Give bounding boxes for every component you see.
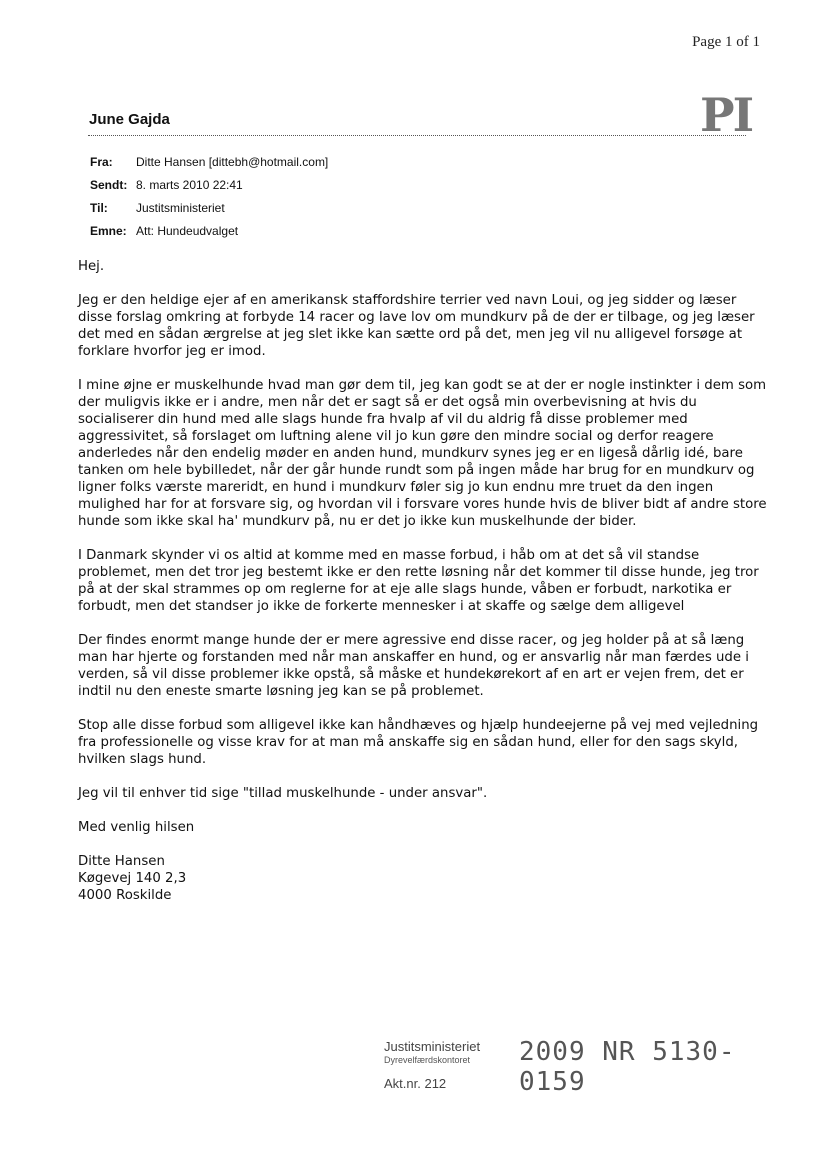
body-paragraph: Jeg er den heldige ejer af en amerikansk staffordshire terrier ved navn Loui, og jeg sidder og læser disse forslag omkring at forbyde 14 racer og lave lov om mundkurv på de der er tilbage, og jeg læser det med en sådan ærgrelse at jeg slet ikke kan sætte ord på det, men jeg vil nu alligevel forsøge at forklare hvorfor jeg er imod. [78,293,755,359]
page-number: Page 1 of 1 [692,34,760,50]
stamp-org: Justitsministeriet [384,1039,481,1054]
header-label: Emne: [90,223,127,238]
header-subject [90,219,328,242]
header-value: Att: Hundeudvalget [136,223,239,238]
header-sent [90,173,328,196]
ministry-stamp [384,1037,784,1107]
body-paragraph: I mine øjne er muskelhunde hvad man gør dem til, jeg kan godt se at der er nogle instinkter i dem som der muligvis ikke er i andre, men når det er sagt så er det også min overbevisning at hvis du socialiserer din hund med alle slags hunde fra hvalp af vil du aldrig få disse problemer med aggressivitet, så forslaget om luftning alene vil jo kun gøre den mindre social og derfor reagere anderledes når den endelig møder en anden hund, mundkurv synes jeg er en ligeså dårlig idé, bare tanken om hele bybilledet, når der går hunde rundt som på ingen måde har brug for en mundkurv og ligner folks værste mareridt, en hund i mundkurv føler sig jo kun endnu mre truet da den ingen mulighed har for at forsvare sig, og hvordan vil i forsvare vores hunde hvis de bliver bidt af andre store hunde som ikke skal ha' mundkurv på, nu er det jo ikke kun muskelhunde der bider. [78,378,767,529]
signature-address [78,853,768,904]
header-label: Sendt: [90,177,128,192]
email-header [90,150,328,242]
sender-name: June Gajda [89,111,170,128]
header-to [90,196,328,219]
header-value: Justitsministeriet [136,200,225,215]
logo-mark: PI [700,88,753,142]
header-value: 8. marts 2010 22:41 [136,177,243,192]
stamp-case-number: 2009 NR 5130-0159 [519,1037,736,1097]
header-label: Til: [90,200,108,215]
address-line: 4000 Roskilde [78,888,172,903]
body-paragraph: Jeg vil til enhver tid sige "tillad muskelhunde - under ansvar". [78,786,488,801]
email-body [78,258,768,904]
header-label: Fra: [90,154,113,169]
header-from [90,150,328,173]
header-divider [88,135,746,136]
stamp-akt-number: Akt.nr. 212 [384,1076,447,1091]
closing: Med venlig hilsen [78,820,195,835]
header-value: Ditte Hansen [dittebh@hotmail.com] [136,154,329,169]
body-paragraph: Stop alle disse forbud som alligevel ikke kan håndhæves og hjælp hundeejerne på vej med vejledning fra professionelle og visse krav for at man må anskaffe sig en sådan hund, eller for den sags skyld, hvilken slags hund. [78,718,759,767]
body-paragraph: Der findes enormt mange hunde der er mere agressive end disse racer, og jeg holder på at så læng man har hjerte og forstanden med når man anskaffer en hund, og er ansvarlig når man færdes ude i verden, så vil disse problemer ikke opstå, så måske et hundekørekort af en art er vejen frem, det er indtil nu den eneste smarte løsning jeg kan se på problemet. [78,633,749,699]
body-paragraph: I Danmark skynder vi os altid at komme med en masse forbud, i håb om at det så vil standse problemet, men det tror jeg bestemt ikke er den rette løsning når det kommer til disse hunde, jeg tror på at der skal strammes op om reglerne for at eje alle slags hunde, våben er forbudt, narkotika er forbudt, men det standser jo ikke de forkerte mennesker i at skaffe og sælge dem alligevel [78,548,759,614]
greeting: Hej. [78,259,105,274]
address-line: Ditte Hansen [78,854,165,869]
stamp-sub: Dyrevelfærdskontoret [384,1055,471,1065]
address-line: Køgevej 140 2,3 [78,871,187,886]
